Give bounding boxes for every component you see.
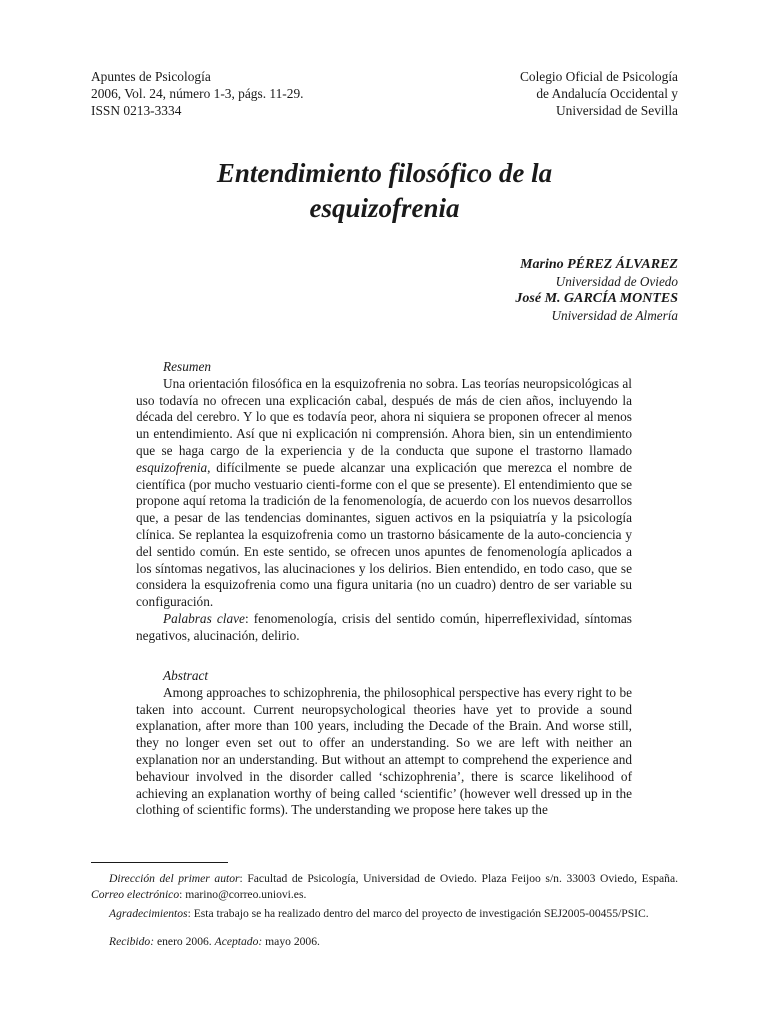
received-date: enero 2006. <box>154 935 215 948</box>
address-text: : Facultad de Psicología, Universidad de Oviedo. Plaza Feijoo s/n. 33003 Oviedo, España. <box>239 872 678 885</box>
resumen-text <box>136 376 632 611</box>
journal-issn: ISSN 0213-3334 <box>91 103 182 118</box>
received-label: Recibido: <box>109 935 155 948</box>
ack-text: : Esta trabajo se ha realizado dentro del marco del proyecto de investigación SEJ2005-00455/PSIC. <box>187 907 649 920</box>
keywords <box>136 611 632 645</box>
author-list <box>515 256 678 324</box>
keywords-list: : fenomenología, crisis del sentido común, hiperreflexividad, síntomas negativos, alucinación, delirio. <box>136 610 632 643</box>
keywords-label: Palabras clave <box>163 610 245 626</box>
resumen-italic-term: esquizofrenia <box>136 459 208 475</box>
abstract-section <box>136 668 632 819</box>
ack-note <box>91 906 678 922</box>
author-name: Marino PÉREZ ÁLVAREZ <box>520 257 678 272</box>
author-name: José M. GARCÍA MONTES <box>515 291 678 306</box>
accepted-label: Aceptado: <box>214 935 263 948</box>
ack-label: Agradecimientos <box>109 907 188 920</box>
title-line-1: Entendimiento filosófico de la <box>216 158 553 188</box>
abstract-heading: Abstract <box>163 668 209 683</box>
address-label: Dirección del primer autor <box>109 872 240 885</box>
dates <box>91 934 678 950</box>
publisher-info <box>520 68 678 119</box>
abstract-text: Among approaches to schizophrenia, the philosophical perspective has every right to be taken into account. Current neuropsychological theories have yet to provide a sound explanation, after more than 100 years, including the Decade of the Brain. And worse still, they no longer even set out to offer an understanding. So we are left with neither an explanation nor an understanding. But without an attempt to comprehend the experience and behaviour involved in the disorder called ‘schizophrenia’, there is scarce likelihood of achieving an explanation worthy of being called ‘scientific’ (however well dressed up in the clothing of scientific forms). The understanding we propose here takes up the <box>136 684 632 818</box>
title-line-2: esquizofrenia <box>309 193 460 223</box>
email-text: : marino@correo.uniovi.es. <box>179 888 307 901</box>
footnote-divider <box>91 862 228 863</box>
accepted-date: mayo 2006. <box>262 935 320 948</box>
footnotes <box>91 871 678 903</box>
acknowledgements <box>91 906 678 922</box>
author-affiliation: Universidad de Almería <box>551 308 678 323</box>
paper-title <box>91 156 678 226</box>
publisher-line-1: Colegio Oficial de Psicología <box>519 69 678 84</box>
journal-volume: 2006, Vol. 24, número 1-3, págs. 11-29. <box>91 86 304 101</box>
dates-note <box>91 934 678 950</box>
publisher-line-3: Universidad de Sevilla <box>556 103 678 118</box>
author-affiliation: Universidad de Oviedo <box>555 274 678 289</box>
resumen-heading: Resumen <box>163 359 211 374</box>
resumen-text-part: Una orientación filosófica en la esquizofrenia no sobra. Las teorías neuropsicológicas al uso todavía no ofrecen una explicación cabal, después de más de cien años, incluyendo la década del cerebro. Y lo que es todavía peor, ahora ni siquiera se proponen ofrecer al menos un entendimiento. Así que ni explicación ni comprensión. Ahora bien, sin un entendimiento que se haga cargo de la experiencia y de la conducta que supone el trastorno llamado <box>136 375 632 458</box>
publisher-line-2: de Andalucía Occidental y <box>536 86 678 101</box>
journal-citation <box>91 68 304 119</box>
resumen-section <box>136 359 632 645</box>
resumen-text-part: , difícilmente se puede alcanzar una explicación que merezca el nombre de científica (por mucho vestuario cienti-forme con el que se presente). El entendimiento que se propone aquí retoma la tradición de la fenomenología, de acuerdo con los nuevos desarrollos que, a pesar de las tendencias dominantes, siguen activos en la psiquiatría y la psicología clínica. Se replantea la esquizofrenia como un trastorno básicamente de la auto-conciencia y del sentido común. En este sentido, se ofrecen unos apuntes de fenomenología aplicados a los síntomas negativos, las alucinaciones y los delirios. Bien entendido, en todo caso, que se considera la esquizofrenia como una figura unitaria (no un cuadro) dentro de ser variable su configuración. <box>136 459 632 610</box>
email-label: Correo electrónico <box>91 888 180 901</box>
author-address-note <box>91 871 678 903</box>
journal-name: Apuntes de Psicología <box>91 69 211 84</box>
